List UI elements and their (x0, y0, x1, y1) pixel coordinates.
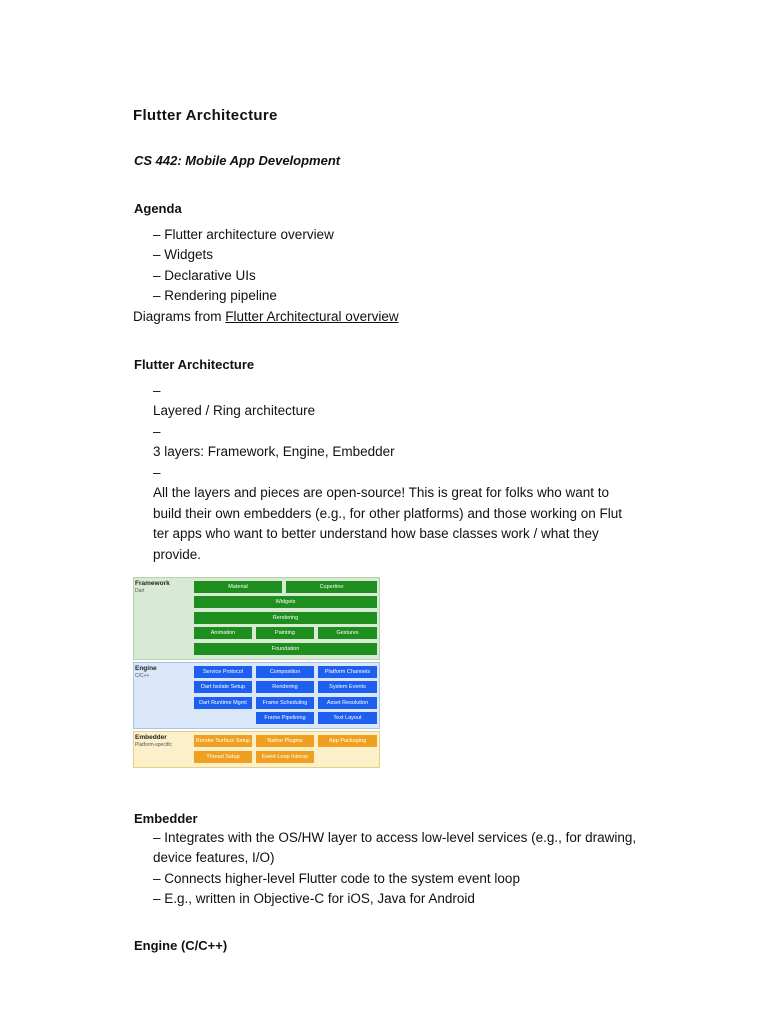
bullet-dash: – (153, 424, 161, 439)
agenda-heading: Agenda (134, 201, 182, 216)
embedder-heading: Embedder (134, 811, 198, 826)
box-engine-rendering: Rendering (256, 681, 314, 693)
framework-layer-name: Framework (135, 580, 170, 587)
box-animation: Animation (194, 627, 252, 639)
embedder-item-cont: device features, I/O) (153, 850, 275, 865)
bullet-dash: – (153, 465, 161, 480)
box-asset-resolution: Asset Resolution (318, 697, 377, 709)
embedder-layer (133, 731, 380, 768)
box-composition: Composition (256, 666, 314, 678)
engine-layer-name: Engine (135, 665, 157, 672)
engine-heading: Engine (C/C++) (134, 938, 228, 953)
box-system-events: System Events (318, 681, 377, 693)
agenda-item: – Flutter architecture overview (153, 227, 334, 242)
embedder-layer-name: Embedder (135, 734, 167, 741)
page-title: Flutter Architecture (133, 107, 278, 124)
box-widgets: Widgets (194, 596, 377, 608)
architecture-point: 3 layers: Framework, Engine, Embedder (153, 444, 395, 459)
agenda-item: – Declarative UIs (153, 268, 256, 283)
box-render-surface-setup: Render Surface Setup (194, 735, 252, 747)
architectural-overview-link[interactable]: Flutter Architectural overview (225, 309, 399, 324)
architecture-heading: Flutter Architecture (134, 357, 255, 372)
box-event-loop-interop: Event Loop Interop (256, 751, 314, 763)
engine-layer-sub: C/C++ (135, 673, 150, 679)
diagrams-prefix: Diagrams from (133, 309, 226, 324)
box-frame-scheduling: Frame Scheduling (256, 697, 314, 709)
box-cupertino: Cupertino (286, 581, 377, 593)
architecture-point: Layered / Ring architecture (153, 403, 316, 418)
architecture-diagram (133, 577, 382, 769)
bullet-dash: – (153, 383, 161, 398)
box-foundation: Foundation (194, 643, 377, 655)
diagrams-source (133, 307, 399, 327)
framework-layer (133, 577, 380, 660)
agenda-item: – Rendering pipeline (153, 288, 277, 303)
embedder-item: – E.g., written in Objective-C for iOS, Java for Android (153, 891, 475, 906)
box-native-plugins: Native Plugins (256, 735, 314, 747)
box-material: Material (194, 581, 282, 593)
box-painting: Painting (256, 627, 314, 639)
box-platform-channels: Platform Channels (318, 666, 377, 678)
box-rendering: Rendering (194, 612, 377, 624)
box-gestures: Gestures (318, 627, 377, 639)
box-dart-isolate-setup: Dart Isolate Setup (194, 681, 252, 693)
box-frame-pipelining: Frame Pipelining (256, 712, 314, 724)
box-dart-runtime-mgmt: Dart Runtime Mgmt (194, 697, 252, 709)
box-service-protocol: Service Protocol (194, 666, 252, 678)
architecture-point: All the layers and pieces are open-source! This is great for folks who want to build their own embedders (e.g., for other platforms) and those working on Flut ter apps who want to better understand how base classes work / what they provide. (153, 485, 622, 562)
box-app-packaging: App Packaging (318, 735, 377, 747)
embedder-layer-sub: Platform-specific (135, 742, 172, 748)
agenda-item: – Widgets (153, 247, 214, 262)
embedder-item: – Integrates with the OS/HW layer to access low-level services (e.g., for drawing, (153, 830, 637, 845)
course-subtitle: CS 442: Mobile App Development (134, 153, 341, 168)
box-thread-setup: Thread Setup (194, 751, 252, 763)
engine-layer (133, 662, 380, 729)
box-text-layout: Text Layout (318, 712, 377, 724)
framework-layer-sub: Dart (135, 588, 145, 594)
embedder-item: – Connects higher-level Flutter code to the system event loop (153, 871, 520, 886)
